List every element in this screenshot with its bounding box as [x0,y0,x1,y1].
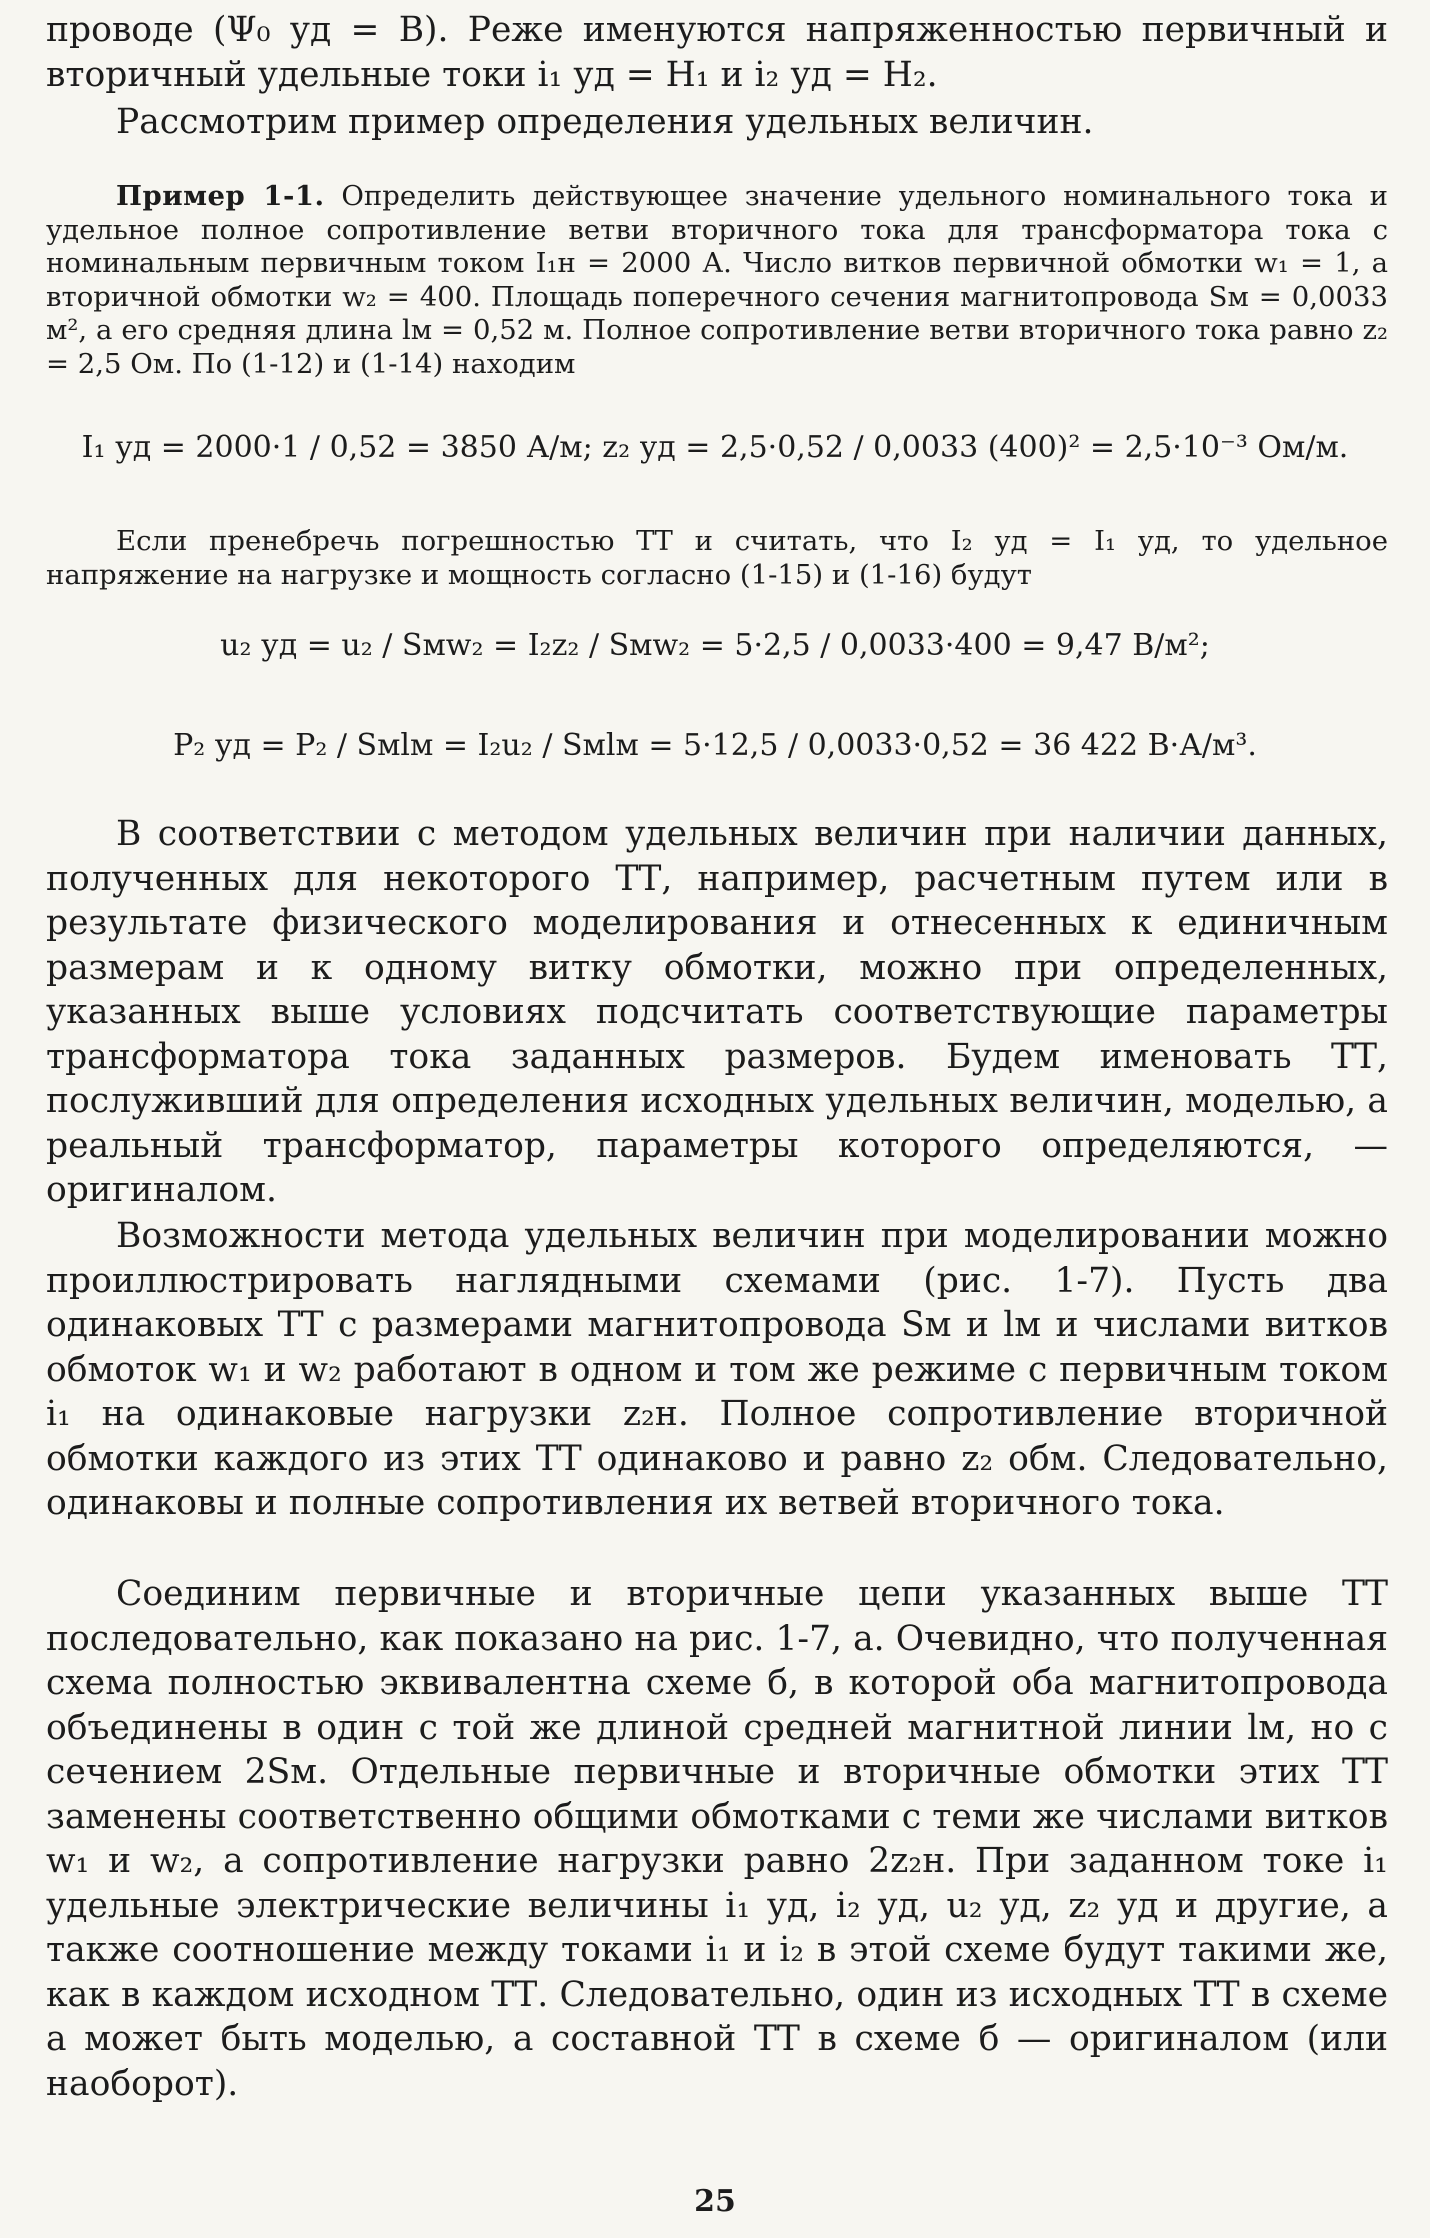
example-paragraph-2: Если пренебречь погрешностью ТТ и считать, что I₂ уд = I₁ уд, то удельное напряжение на нагрузке и мощность согласно (1-15) и (1-16) будут [46,525,1388,591]
paragraph-method: В соответствии с методом удельных величин при наличии данных, полученных для некоторого ТТ, например, расчетным путем или в результате физического моделирования и отнесенных к единичным размерам и к одному витку обмотки, можно при определенных, указанных выше условиях подсчитать соответствующие параметры трансформатора тока заданных размеров. Будем именовать ТТ, послуживший для определения исходных удельных величин, моделью, а реальный трансформатор, параметры которого определяются, — оригиналом. [46,814,1388,1210]
formula-specific-voltage: u₂ уд = u₂ / Sмw₂ = I₂z₂ / Sмw₂ = 5·2,5 / 0,0033·400 = 9,47 В/м²; [220,628,1210,663]
intro-paragraph: проводе (Ψ₀ уд = B). Реже именуются напряженностью первичный и вторичный удельные токи i₁ уд = H₁ и i₂ уд = H₂. [46,10,1388,95]
paragraph-modeling: Возможности метода удельных величин при моделировании можно проиллюстрировать наглядными схемами (рис. 1-7). Пусть два одинаковых ТТ с размерами магнитопровода Sм и lм и числами витков обмоток w₁ и w₂ работают в одном и том же режиме с первичным током i₁ на одинаковые нагрузки z₂н. Полное сопротивление вторичной обмотки каждого из этих ТТ одинаково и равно z₂ обм. Следовательно, одинаковы и полные сопротивления их ветвей вторичного тока. [46,1216,1388,1523]
paragraph-series-connection: Соединим первичные и вторичные цепи указанных выше ТТ последовательно, как показано на рис. 1-7, а. Очевидно, что полученная схема полностью эквивалентна схеме б, в которой оба магнитопровода объединены в один с той же длиной средней магнитной линии lм, но с сечением 2Sм. Отдельные первичные и вторичные обмотки этих ТТ заменены соответственно общими обмотками с теми же числами витков w₁ и w₂, а сопротивление нагрузки равно 2z₂н. При заданном токе i₁ удельные электрические величины i₁ уд, i₂ уд, u₂ уд, z₂ уд и другие, а также соотношение между токами i₁ и i₂ в этой схеме будут такими же, как в каждом исходном ТТ. Следовательно, один из исходных ТТ в схеме а может быть моделью, а составной ТТ в схеме б — оригиналом (или наоборот). [46,1574,1388,2104]
example-text: Определить действующее значение удельного номинального тока и удельное полное сопротивление ветви вторичного тока для трансформатора тока с номинальным первичным током I₁н = 2000 А. Число витков первичной обмотки w₁ = 1, а вторичной обмотки w₂ = 400. Площадь поперечного сечения магнитопровода Sм = 0,0033 м², а его средняя длина lм = 0,52 м. Полное сопротивление ветви вторичного тока равно z₂ = 2,5 Ом. По (1-12) и (1-14) находим [46,180,1389,380]
page-number: 25 [694,2184,736,2219]
intro-example-sentence: Рассмотрим пример определения удельных величин. [116,102,1094,142]
example-paragraph [46,180,1388,381]
formula-specific-power: P₂ уд = P₂ / Sмlм = I₂u₂ / Sмlм = 5·12,5 / 0,0033·0,52 = 36 422 В·А/м³. [173,728,1257,763]
formula-specific-current-impedance: I₁ уд = 2000·1 / 0,52 = 3850 А/м; z₂ уд = 2,5·0,52 / 0,0033 (400)² = 2,5·10⁻³ Ом/м. [81,430,1349,465]
example-label: Пример 1-1. [116,180,325,212]
